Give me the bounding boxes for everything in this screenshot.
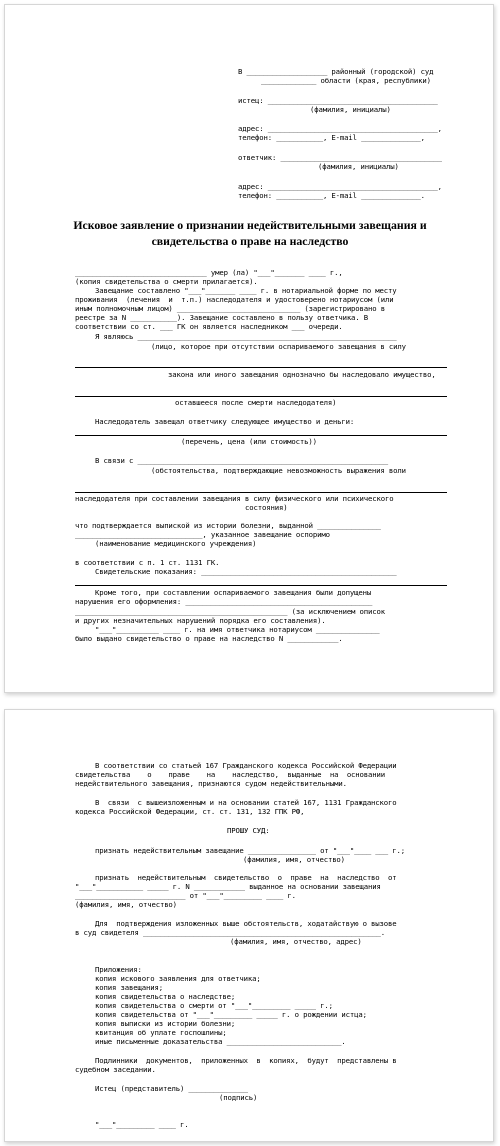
blank-line [75, 492, 447, 493]
caption-line: (фамилия, имя, отчество) [243, 855, 345, 864]
document-title-line-1: Исковое заявление о признании недействительными завещания и [73, 218, 427, 232]
attachment-item: копия завещания; [95, 983, 163, 992]
blank-line [75, 435, 447, 436]
body-line: В соответствии со статьей 167 Гражданского кодекса Российской Федерации [95, 761, 397, 770]
body-line: судебном заседании. [75, 1065, 156, 1074]
signature-line: Истец (представитель) ______________ [95, 1084, 248, 1093]
body-line: В связи с вышеизложенным и на основании статей 167, 1131 Гражданского [95, 798, 397, 807]
blank-line [75, 585, 447, 586]
attachment-item: копия выписки из истории болезни; [95, 1019, 236, 1028]
body-line: Подлинники документов, приложенных в копиях, будут представлены в [95, 1056, 397, 1065]
caption-line: (фамилия, имя, отчество) [75, 900, 177, 909]
caption-line: (фамилия, имя, отчество, адрес) [230, 937, 362, 946]
body-line: __________________________________________________ (за исключением описок [75, 607, 386, 616]
document-page-2 [4, 709, 494, 1142]
body-line: в соответствии с п. 1 ст. 1131 ГК. [75, 558, 220, 567]
body-line: свидетельства о праве на наследство, выданные на основании [75, 770, 386, 779]
caption-line: наследодателя при составлении завещания в силу физического или психического [75, 494, 394, 503]
request-heading: ПРОШУ СУД: [227, 826, 270, 835]
caption-line: (перечень, цена (или стоимость)) [181, 437, 317, 446]
body-line: (копия свидетельства о смерти прилагается). [75, 277, 258, 286]
body-line: признать недействительным свидетельство о праве на наследство от [95, 873, 397, 882]
plaintiff-caption: (фамилия, инициалы) [310, 105, 391, 114]
body-line: было выдано свидетельство о праве на наследство N ____________. [75, 634, 343, 643]
caption-line: закона или иного завещания однозначно бы наследовало имущество, [168, 370, 436, 379]
caption-line: (наименование медицинского учреждения) [95, 539, 257, 548]
caption-line: оставшееся после смерти наследодателя) [175, 398, 337, 407]
plaintiff-phone: телефон: ___________, E-mail ______________, [238, 133, 425, 142]
caption-line: состояния) [245, 503, 288, 512]
body-line: проживания (лечения и т.п.) наследодателя и удостоверено нотариусом (или [75, 295, 394, 304]
document-page-1 [4, 4, 494, 693]
body-line: Я являюсь _____________________________________________________________ [95, 332, 397, 341]
attachment-item: копия искового заявления для ответчика; [95, 974, 261, 983]
defendant-field: ответчик: ______________________________________ [238, 153, 442, 162]
body-line: соответствии со ст. ___ ГК он является наследником ___ очереди. [75, 322, 343, 331]
attachment-item: квитанция об уплате госпошлины; [95, 1028, 227, 1037]
body-line: Для подтверждения изложенных выше обстоятельств, ходатайствую о вызове [95, 919, 397, 928]
body-line: "___"___________ _____ г. N ____________ выданное на основании завещания [75, 882, 381, 891]
body-line: Завещание составлено "___"_______ ____ г. в нотариальной форме по месту [95, 286, 397, 295]
attachment-item: копия свидетельства о наследстве; [95, 992, 236, 1001]
signature-caption: (подпись) [219, 1093, 258, 1102]
defendant-phone: телефон: ___________, E-mail ______________. [238, 191, 425, 200]
defendant-caption: (фамилия, инициалы) [318, 162, 399, 171]
blank-line [75, 396, 447, 397]
body-line: в суд свидетеля ________________________________________________________. [75, 928, 386, 937]
body-line: кодекса Российской Федерации, ст. ст. 131, 132 ГПК РФ, [75, 807, 305, 816]
body-line: Свидетельские показания: ______________________________________________ [95, 567, 397, 576]
body-line: __________________________ от "___"_________ ____ г. [75, 891, 296, 900]
date-line: "___"_________ ____ г. [95, 1120, 189, 1129]
body-line: нарушения его оформления: ____________________________________________ [75, 597, 373, 606]
body-line: _______________________________ умер (ла) "___"_______ ____ г., [75, 268, 343, 277]
plaintiff-address: адрес: ________________________________________, [238, 124, 442, 133]
attachment-item: копия свидетельства о смерти от "___"_________ _____ г.; [95, 1001, 333, 1010]
attachments-heading: Приложения: [95, 965, 142, 974]
body-line: иным полномочным лицом) _____________________________ (зарегистрировано в [75, 304, 386, 313]
body-line: что подтверждается выпиской из истории болезни, выданной _______________ [75, 521, 381, 530]
body-line: В связи с ___________________________________________________________ [95, 456, 389, 465]
caption-line: (обстоятельства, подтверждающие невозможность выражения воли [151, 466, 406, 475]
body-line: ______________________________, указанное завещание оспоримо [75, 530, 330, 539]
page-gap [0, 693, 500, 709]
plaintiff-field: истец: ________________________________________ [238, 96, 438, 105]
document-title-line-2: свидетельства о праве на наследство [151, 234, 349, 248]
court-line-1: В ___________________ районный (городской) суд [238, 67, 434, 76]
blank-line [75, 367, 447, 368]
body-line: реестре за N ___________). Завещание составлено в пользу ответчика. В [75, 313, 369, 322]
court-line-2: _____________ области (края, республики) [261, 76, 431, 85]
body-line: признать недействительным завещание ________________ от "___"____ ___ г.; [95, 846, 406, 855]
body-line: и других незначительных нарушений порядка его составления). [75, 616, 326, 625]
attachment-item: копия свидетельства от "___"_________ _____ г. о рождении истца; [95, 1010, 367, 1019]
body-line: Наследодатель завещал ответчику следующее имущество и деньги: [95, 417, 355, 426]
body-line: "___"__________ ____ г. на имя ответчика нотариусом _______________ [95, 625, 380, 634]
body-line: недействительного завещания, признаются судом недействительными. [75, 779, 347, 788]
attachment-item: иные письменные доказательства ___________________________. [95, 1037, 346, 1046]
caption-line: (лицо, которое при отсутствии оспариваемого завещания в силу [151, 342, 406, 351]
defendant-address: адрес: ________________________________________, [238, 182, 442, 191]
body-line: Кроме того, при составлении оспариваемого завещания были допущены [95, 588, 372, 597]
